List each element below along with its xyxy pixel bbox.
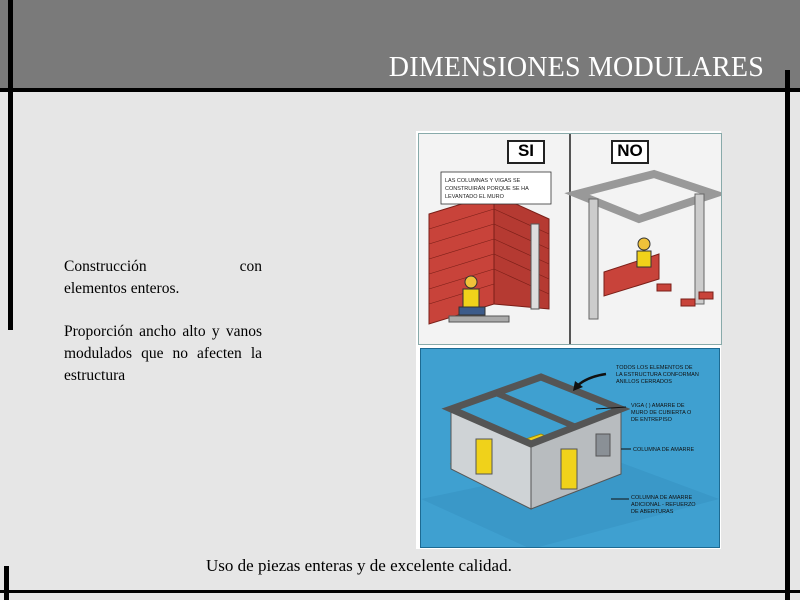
image-caption: Uso de piezas enteras y de excelente calidad. [206,556,512,575]
si-no-drawing [419,134,721,344]
svg-text:DE ABERTURAS: DE ABERTURAS [631,509,674,515]
svg-text:LAS COLUMNAS Y VIGAS SE: LAS COLUMNAS Y VIGAS SE [445,178,521,184]
slide-title: DIMENSIONES MODULARES [388,52,764,83]
svg-text:DE ENTREPISO: DE ENTREPISO [631,417,672,423]
frame-line-right [785,70,790,600]
svg-text:MURO DE CUBIERTA O: MURO DE CUBIERTA O [631,410,692,416]
illustration-si-no-panel [418,133,722,345]
svg-text:TODOS LOS ELEMENTOS DE: TODOS LOS ELEMENTOS DE [616,365,693,371]
svg-text:CONSTRUIRÁN PORQUE SE HA: CONSTRUIRÁN PORQUE SE HA [445,186,529,192]
svg-text:LA ESTRUCTURA CONFORMAN: LA ESTRUCTURA CONFORMAN [616,372,699,378]
svg-text:COLUMNA DE AMARRE: COLUMNA DE AMARRE [633,447,695,453]
svg-text:LEVANTADO EL MURO: LEVANTADO EL MURO [445,194,504,200]
illustration-structure-panel [420,348,720,548]
svg-text:VIGA ( ) AMARRE DE: VIGA ( ) AMARRE DE [631,403,685,409]
frame-line-bottom [0,590,800,593]
paragraph-1-line1-left: Construcción [64,258,147,275]
frame-line-bottom-left [4,566,9,600]
frame-line-top [0,88,800,92]
svg-text:ADICIONAL - REFUERZO: ADICIONAL - REFUERZO [631,502,696,508]
paragraph-1-line1-right: con [239,258,262,275]
paragraph-1-line2: elementos enteros. [64,280,180,297]
frame-line-left [8,0,13,330]
label-si: SI [507,140,545,164]
svg-text:ANILLOS CERRADOS: ANILLOS CERRADOS [616,379,672,385]
structure-drawing [421,349,719,547]
svg-text:COLUMNA DE AMARRE: COLUMNA DE AMARRE [631,495,693,501]
label-no: NO [611,140,649,164]
paragraph-construccion [64,256,262,300]
paragraph-proporcion: Proporción ancho alto y vanos modulados que no afecten la estructura [64,323,262,384]
